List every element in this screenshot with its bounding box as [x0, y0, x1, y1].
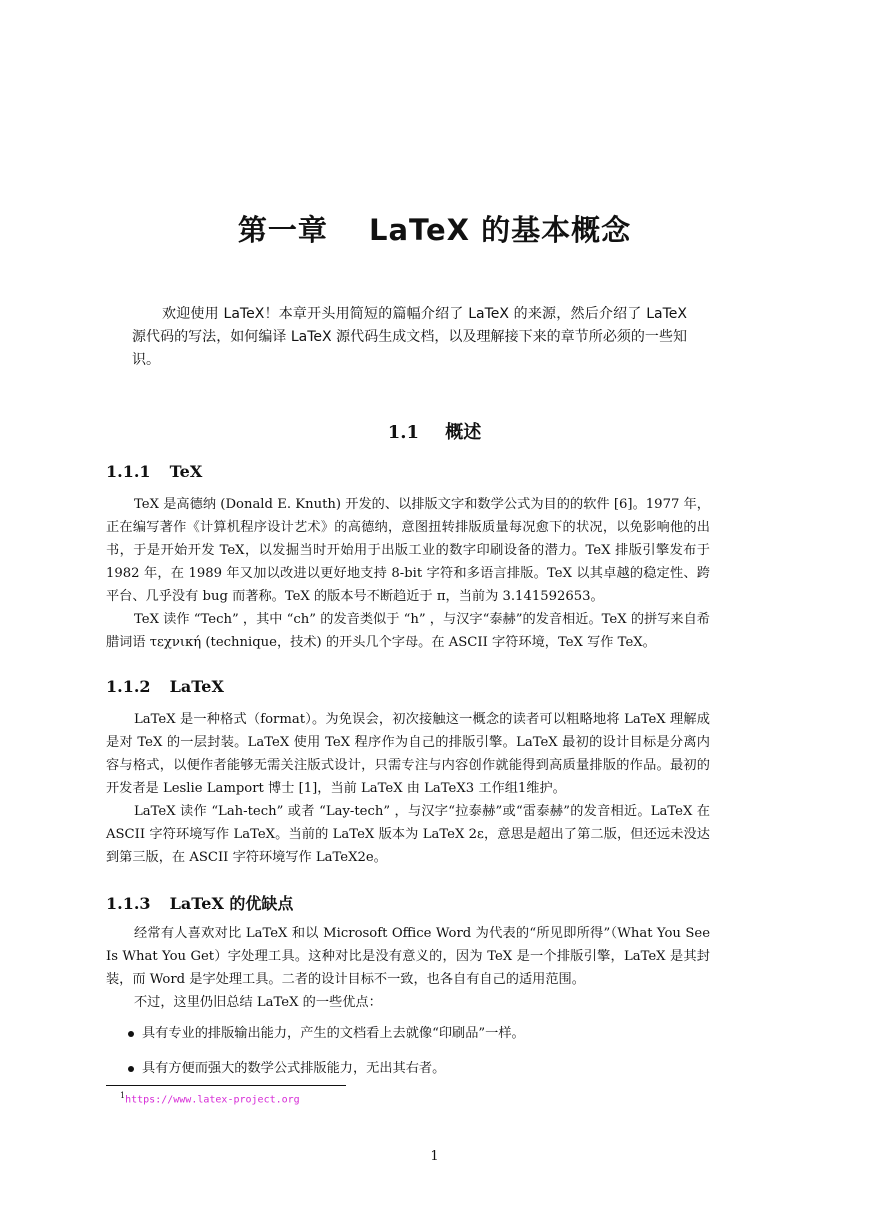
subsection-title: LaTeX: [169, 677, 224, 696]
subsection-heading: [106, 462, 202, 481]
subsection-heading: [106, 891, 293, 914]
subsection-body: [106, 708, 710, 869]
bullet-item: 具有专业的排版输出能力，产生的文档看上去就像“印刷品”一样。: [106, 1022, 710, 1045]
footnote-link[interactable]: https://www.latex-project.org: [125, 1094, 300, 1106]
section-title: [0, 418, 869, 444]
paragraph: 经常有人喜欢对比 LaTeX 和以 Microsoft Office Word 为代表的“所见即所得”（What You See Is What You Get）字处理工具。这种对比是没有意义的，因为 TeX 是一个排版引擎，LaTeX 是其封装，而 Word 是字处理工具。二者的设计目标不一致，也各自有自己的适用范围。: [106, 926, 710, 987]
subsection-heading: [106, 677, 224, 696]
chapter-title: [0, 208, 869, 249]
subsection-body: [106, 493, 710, 654]
paragraph: LaTeX 读作 “Lah-tech” 或者 “Lay-tech” ，与汉字“拉泰赫”或“雷泰赫”的发音相近。LaTeX 在 ASCII 字符环境写作 LaTeX。当前的 LaTeX 版本为 LaTeX 2ε，意思是超出了第二版，但还远未没达到第三版，在 ASCII 字符环境写作 LaTeX2e。: [106, 804, 710, 865]
chapter-name: LaTeX 的基本概念: [369, 213, 632, 247]
subsection-number: 1.1.2: [106, 677, 151, 696]
footnote-rule: [106, 1085, 346, 1086]
page-number: 1: [430, 1149, 439, 1164]
subsection-number: 1.1.3: [106, 894, 151, 913]
chapter-number: 第一章: [237, 213, 328, 247]
paragraph: LaTeX 是一种格式（format）。为免误会，初次接触这一概念的读者可以粗略地将 LaTeX 理解成是对 TeX 的一层封装。LaTeX 使用 TeX 程序作为自己的排版引擎。LaTeX 最初的设计目标是分离内容与格式，以便作者能够无需关注版式设计，只需专注与内容创作就能得到高质量排版的作品。最初的开发者是 Leslie Lamport 博士 [1]，当前 LaTeX 由 LaTeX3 工作组1维护。: [106, 712, 710, 796]
paragraph: TeX 是高德纳 (Donald E. Knuth) 开发的、以排版文字和数学公式为目的的软件 [6]。1977 年，正在编写著作《计算机程序设计艺术》的高德纳，意图扭转排版质量每况愈下的状况，以免影响他的出书，于是开始开发 TeX，以发掘当时开始用于出版工业的数字印刷设备的潜力。TeX 排版引擎发布于 1982 年，在 1989 年又加以改进以更好地支持 8-bit 字符和多语言排版。TeX 以其卓越的稳定性、跨平台、几乎没有 bug 而著称。TeX 的版本号不断趋近于 π，当前为 3.141592653。: [106, 497, 710, 604]
subsection-title: TeX: [169, 462, 203, 481]
bullet-item: 具有方便而强大的数学公式排版能力，无出其右者。: [106, 1057, 710, 1080]
chapter-abstract: 欢迎使用 LaTeX！本章开头用简短的篇幅介绍了 LaTeX 的来源，然后介绍了 LaTeX 源代码的写法，如何编译 LaTeX 源代码生成文档，以及理解接下来的章节所必须的一些知识。: [132, 306, 687, 368]
section-name: 概述: [445, 422, 482, 443]
paragraph: 不过，这里仍旧总结 LaTeX 的一些优点：: [134, 995, 382, 1010]
subsection-title: LaTeX 的优缺点: [169, 894, 294, 913]
bullet-list: [106, 1022, 710, 1092]
footnote-number: 1: [120, 1091, 126, 1100]
footnote: [120, 1091, 300, 1105]
paragraph: TeX 读作 “Tech” ，其中 “ch” 的发音类似于 “h” ，与汉字“泰赫”的发音相近。TeX 的拼写来自希腊词语 τεχνική (technique，技术) 的开头几个字母。在 ASCII 字符环境，TeX 写作 TeX。: [106, 612, 710, 650]
subsection-body: [106, 922, 710, 1014]
section-number: 1.1: [387, 422, 420, 443]
subsection-number: 1.1.1: [106, 462, 151, 481]
